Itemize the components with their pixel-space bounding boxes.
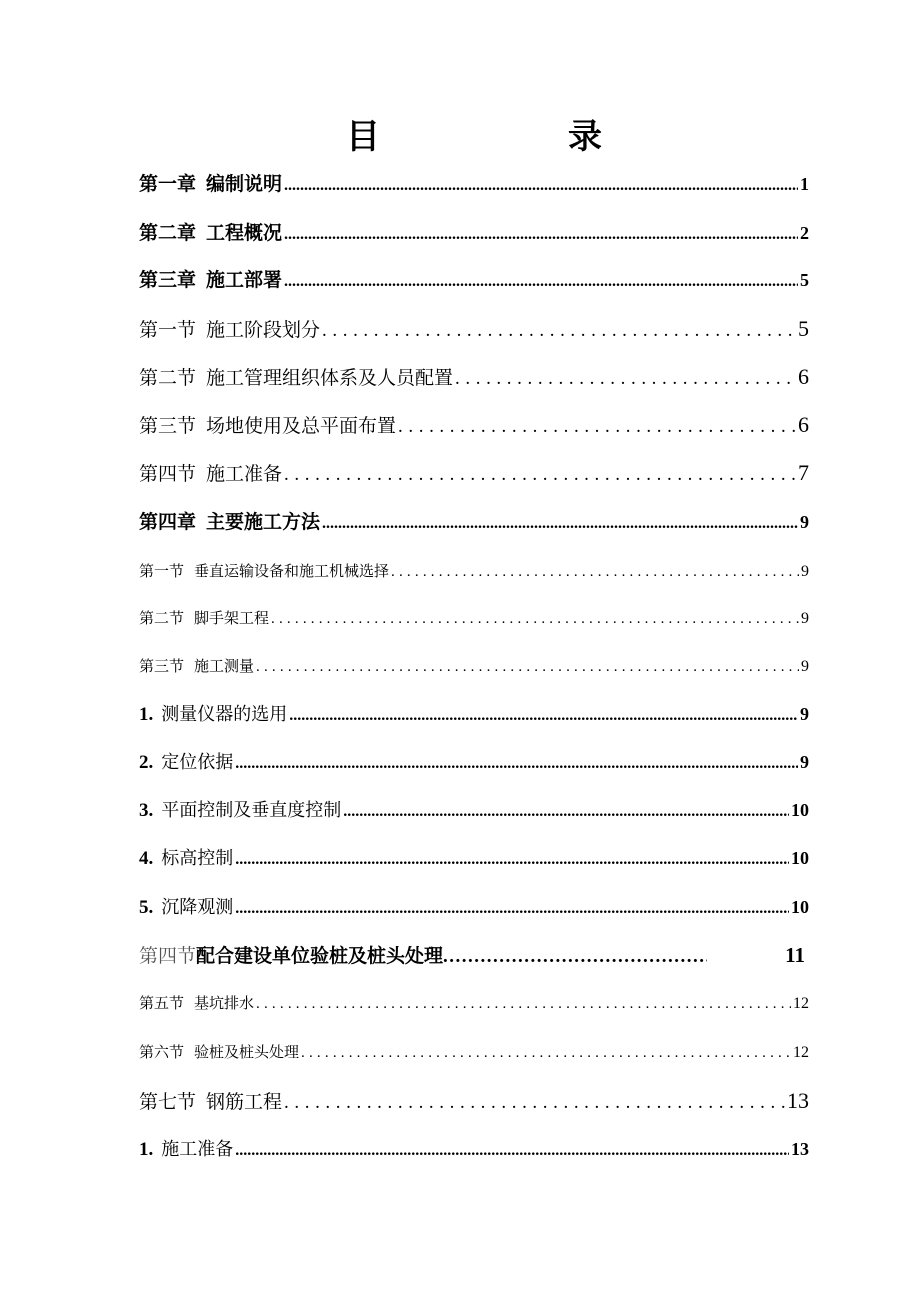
toc-entry-number: 第六节: [139, 1043, 185, 1061]
toc-entry-number: 第四章: [139, 511, 197, 533]
toc-entry-label: 垂直运输设备和施工机械选择: [194, 562, 390, 580]
toc-leader-dots: [284, 172, 798, 198]
toc-entry-page: 9: [801, 658, 809, 675]
toc-entry-page: 9: [800, 752, 809, 772]
title-char-2: 录: [568, 117, 602, 157]
toc-leader-dots: [391, 560, 799, 583]
toc-entry[interactable]: [139, 266, 809, 294]
toc-entry-label: 工程概况: [206, 222, 283, 244]
toc-entry-page: 13: [787, 1088, 809, 1113]
toc-entry-label: 钢筋工程: [206, 1091, 283, 1113]
toc-entry[interactable]: [139, 508, 809, 536]
toc-entry[interactable]: [139, 1135, 809, 1163]
toc-entry-page: 9: [801, 563, 809, 580]
toc-entry-label: 施工阶段划分: [206, 319, 321, 341]
toc-entry-number: 第四节: [139, 945, 197, 967]
toc-leader-dots: [271, 607, 799, 630]
toc-entry-page: 9: [801, 610, 809, 627]
toc-leader-dots: [301, 1041, 791, 1064]
toc-entry[interactable]: [139, 170, 809, 198]
toc-entry[interactable]: [139, 700, 809, 728]
toc-leader-dots: [443, 942, 707, 970]
toc-entry-page: 9: [800, 512, 809, 532]
toc-entry-page: 2: [800, 223, 809, 243]
title-char-1: 目: [346, 117, 380, 157]
toc-entry[interactable]: [139, 559, 809, 583]
toc-entry-label: 场地使用及总平面布置: [206, 415, 397, 437]
toc-entry-page: 11: [785, 943, 805, 967]
toc-entry-number: 第一节: [139, 319, 197, 341]
toc-entry[interactable]: [139, 314, 809, 344]
toc-entry-number: 第三章: [139, 269, 197, 291]
toc-entry-label: 定位依据: [161, 752, 234, 773]
toc-entry-number: 1.: [139, 1139, 154, 1160]
toc-entry-number: 第三节: [139, 415, 197, 437]
toc-entry-number: 第二章: [139, 222, 197, 244]
toc-entry-label: 主要施工方法: [206, 511, 321, 533]
toc-entry-page: 7: [798, 460, 809, 485]
toc-leader-dots: [284, 221, 798, 247]
toc-entry-label: 施工部署: [206, 269, 283, 291]
toc-entry[interactable]: [139, 796, 809, 824]
toc-entry-number: 第二节: [139, 367, 197, 389]
toc-entry-label: 配合建设单位验桩及桩头处理: [196, 945, 444, 967]
toc-entry-label: 施工管理组织体系及人员配置: [206, 367, 454, 389]
toc-entry-number: 第一章: [139, 173, 197, 195]
toc-leader-dots: [256, 655, 799, 678]
toc-leader-dots: [235, 846, 789, 872]
toc-leader-dots: [235, 895, 789, 921]
toc-entry[interactable]: [139, 606, 809, 630]
toc-entry-page: 12: [793, 1044, 809, 1061]
toc-leader-dots: [322, 316, 796, 344]
toc-leader-dots: [256, 992, 791, 1015]
toc-leader-dots: [235, 1137, 789, 1163]
toc-entry-number: 1.: [139, 704, 154, 725]
toc-entry-page: 9: [800, 704, 809, 724]
toc-entry-number: 第五节: [139, 994, 185, 1012]
toc-entry-number: 第七节: [139, 1091, 197, 1113]
toc-entry-page: 5: [800, 270, 809, 290]
toc-entry-number: 2.: [139, 752, 154, 773]
toc-entry-page: 5: [798, 316, 809, 341]
toc-entry[interactable]: [139, 219, 809, 247]
toc-entry[interactable]: [139, 1040, 809, 1064]
toc-leader-dots: [284, 1088, 785, 1116]
toc-leader-dots: [455, 364, 796, 392]
toc-entry-label: 基坑排水: [194, 994, 255, 1012]
toc-entry-number: 5.: [139, 897, 154, 918]
toc-leader-dots: [284, 460, 796, 488]
toc-entry-label: 施工测量: [194, 657, 255, 675]
toc-entry-label: 施工准备: [161, 1139, 234, 1160]
toc-entry[interactable]: [139, 748, 809, 776]
page-title: [0, 112, 920, 162]
toc-entry-page: 6: [798, 412, 809, 437]
toc-leader-dots: [398, 412, 796, 440]
toc-entry-label: 验桩及桩头处理: [194, 1043, 300, 1061]
toc-entry-number: 4.: [139, 848, 154, 869]
toc-leader-dots: [284, 268, 798, 294]
toc-entry[interactable]: [139, 654, 809, 678]
toc-entry-number: 第一节: [139, 562, 185, 580]
toc-entry[interactable]: [139, 458, 809, 488]
toc-entry-page: 12: [793, 995, 809, 1012]
toc-entry-label: 脚手架工程: [194, 609, 270, 627]
toc-entry-label: 标高控制: [161, 848, 234, 869]
toc-entry[interactable]: [139, 940, 809, 970]
toc-entry[interactable]: [139, 893, 809, 921]
toc-leader-dots: [343, 798, 789, 824]
toc-entry-page: 10: [791, 848, 809, 868]
toc-entry-page: 10: [791, 800, 809, 820]
toc-leader-dots: [322, 510, 798, 536]
toc-entry-number: 3.: [139, 800, 154, 821]
toc-entry-page: 1: [800, 174, 809, 194]
toc-entry-label: 编制说明: [206, 173, 283, 195]
toc-entry-page: 13: [791, 1139, 809, 1159]
toc-entry-page: 10: [791, 897, 809, 917]
toc-entry-page: 6: [798, 364, 809, 389]
toc-entry-label: 沉降观测: [161, 897, 234, 918]
toc-entry[interactable]: [139, 362, 809, 392]
toc-entry[interactable]: [139, 410, 809, 440]
toc-entry-label: 测量仪器的选用: [161, 704, 288, 725]
toc-entry-number: 第四节: [139, 463, 197, 485]
toc-entry-label: 平面控制及垂直度控制: [161, 800, 342, 821]
toc-leader-dots: [235, 750, 798, 776]
toc-entry-number: 第二节: [139, 609, 185, 627]
toc-leader-dots: [289, 702, 798, 728]
toc-entry-label: 施工准备: [206, 463, 283, 485]
toc-entry[interactable]: [139, 991, 809, 1015]
toc-entry-number: 第三节: [139, 657, 185, 675]
toc-entry[interactable]: [139, 844, 809, 872]
toc-entry[interactable]: [139, 1086, 809, 1116]
